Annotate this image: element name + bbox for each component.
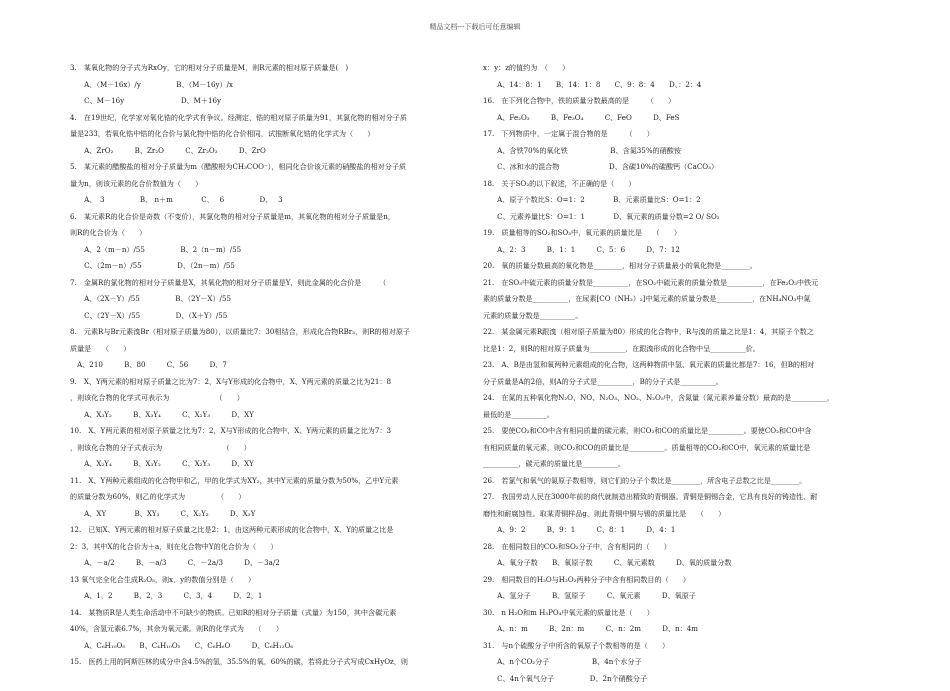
question-text-line: 16. 在下列化合物中，铁的质量分数最高的是 （ ） [483,97,881,114]
question-text-line: 最低的是__________。 [483,411,881,428]
question-text-line: 质量是 （ ） [70,345,468,362]
question-text-line: A、X₂Y₄ B、X₃Y₂ C、X₂Y₃ D、XY [70,460,468,477]
question-text-line: 14. 某物质R是人类生命活动中不可缺少的物质。已知R的相对分子质量（式量）为150，其中含碳元素 [70,609,468,626]
question-text-line: 19. 质量相等的SO₂和SO₃中，氧元素的质量比是 （ ） [483,229,881,246]
question-text-line: 23. A、B是由氢和氧两种元素组成的化合物，这两种物质中氢、氧元素的质量比都是7：16，但B的相对 [483,361,881,378]
question-text-line: A、2（m－n）/55 B、2（n－m）/55 [70,246,468,263]
left-column [70,64,468,675]
question-text-line: 11. X、Y两种元素组成的化合物甲和乙，甲的化学式为XY₂，其中Y元素的质量分数为50%，乙中Y元素 [70,477,468,494]
question-text-line: 26. 若氯气和氧气的氮原子数相等，则它们的分子个数比是________，所含电子总数之比是________。 [483,477,881,494]
question-text-line: C、（2m－n）/55 D、（2n－m）/55 [70,262,468,279]
question-text-line: ，则该化合物的分子式表示为 （ ） [70,444,468,461]
question-text-line: A、C₆H₁₀O₅ B、C₄H₁₀O₅ C、C₆H₆O D、C₆H₁₂O₆ [70,642,468,659]
question-text-line: 21. 在SO₃中硫元素的质量分数是__________，在SO₂中硫元素的质量分数是__________，在Fe₂O₃中铁元 [483,279,881,296]
question-text-line: C、（2Y－X）/55 D、（X＋Y）/55 [70,312,468,329]
question-text-line: A、1，2 B、2，3 C、3，4 D、2，1 [70,592,468,609]
question-text-line: 量为n，则该元素的化合价数值为（ ） [70,180,468,197]
question-text-line: A、－a/2 B、－a/3 C、－2a/3 D、－3a/2 [70,559,468,576]
question-text-line: 40%，含氢元素6.7%，其余为氧元素。则R的化学式为 （ ） [70,625,468,642]
question-text-line: 6. 某元素R的化合价是奇数（不变价），其氯化物的相对分子质量是m，其氧化物的相对分子质量是n， [70,213,468,230]
question-text-line: 磨性和耐腐蚀性。取某青铜样品g，则此青铜中铜与锡的质量比是 （ ） [483,510,881,527]
question-text-line: A、n个CO₂分子 B、4n个水分子 [483,658,881,675]
question-text-line: A、X₃Y₂ B、X₃Y₄ C、X₂Y₃ D、XY [70,411,468,428]
question-text-line: 量是233，若氧化锆中锆的化合价与氯化物中锆的化合价相同，试推断氧化锆的化学式为（ ） [70,130,468,147]
question-text-line: 27. 我国劳动人民在3000年前的商代就制造出精致的青铜器。青铜是铜锡合金，它具有良好的铸造性、耐 [483,493,881,510]
question-text-line: 22. 某金属元素R跟溴（相对原子质量为80）形成的化合物中，R与溴的质量之比是1：4，其原子个数之 [483,328,881,345]
question-text-line: A、 3 B、 n＋m C、 6 D、 3 [70,196,468,213]
question-text-line: 12. 已知X、Y两元素的相对原子质量之比是2：1，由这两种元素形成的化合物中，X、Y的质量之比是 [70,526,468,543]
question-text-line: A、原子个数比S：O=1：2 B、元素质量比S：O=1：2 [483,196,881,213]
question-text-line: 8. 元素R与Br元素溴Br（相对原子质量为80），以质量比7：30相结合，形成化合物RBr₃，则R的相对原子 [70,328,468,345]
question-text-line: 9. X、Y两元素的相对原子质量之比为7：2，X与Y形成的化合物中，X、Y两元素的质量之比为21：8 [70,378,468,395]
question-text-line: 15. 医药上用的阿斯匹林的成分中含4.5%的氢，35.5%的氧，60%的碳，若将此分子式写成CxHyOz，则 [70,658,468,675]
question-text-line: A、ZrO₂ B、Zr₂O C、Zr₂O₃ D、ZrO [70,147,468,164]
question-text-line: 比是1：2，则R的相对原子质量为__________，在跟溴形成的化合物中呈__________价。 [483,345,881,362]
question-text-line: 29. 相同数目的H₂O与H₂O₂两种分子中含有相同数目的（ ） [483,576,881,593]
question-text-line: 4. 在19世纪，化学家对氧化锆的化学式有争议。经测定，锆的相对原子质量为91，其氯化物的相对分子质 [70,114,468,131]
question-text-line: 7. 金属R的氯化物的相对分子质量是X，其氧化物的相对分子质量是Y，则此金属的化合价是 （ [70,279,468,296]
question-text-line: 元素的质量分数是__________。 [483,312,881,329]
question-text-line: 31. 与n个硫酸分子中所含的氧原子个数相等的是（ ） [483,642,881,659]
question-text-line: 有相同质量的氧元素，则CO₂和CO的质量比是__________。质量相等的CO₂和CO中，氧元素的质量比是 [483,444,881,461]
question-text-line: A、14：8：1 B、14：1：8 C、9：8：4 D、：2：4 [483,81,881,98]
question-text-line: A、（M－16x）/y B、（M－16y）/x [70,81,468,98]
question-text-line: C、M－16y D、M＋16y [70,97,468,114]
question-text-line: 17. 下列物质中，一定属于混合物的是 （ ） [483,130,881,147]
question-text-line: A、Fe₂O₃ B、Fe₃O₄ C、FeO D、FeS [483,114,881,131]
question-text-line: C、4n个氧气分子 D、2n个硝酸分子 [483,675,881,691]
question-text-line: A、2：3 B、1：1 C、5：6 D、7：12 [483,246,881,263]
question-text-line: ，则该化合物的化学式可表示为 （ ） [70,394,468,411]
question-text-line: 24. 在氮的五种氧化物N₂O、NO、N₂O₃、NO₂、N₂O₅中，含氮量（氮元素养量分数）最高的是__________， [483,394,881,411]
question-text-line: A、n：m B、2n：m C、n：2m D、n：4m [483,625,881,642]
question-text-line: 的质量分数为60%，则乙的化学式为 （ ） [70,493,468,510]
question-text-line: 素的质量分数是__________，在尿素[CO（NH₂）₂]中氮元素的质量分数是__________，在NH₄NO₃中氮 [483,295,881,312]
question-text-line: A、9：2 B、9：1 C、8：1 D、4：1 [483,526,881,543]
question-text-line: 25. 要使CO₂和CO中含有相同质量的碳元素，则CO₂和CO的质量比是__________。要使CO₂和CO中含 [483,427,881,444]
question-text-line: __________，碳元素的质量比是__________。 [483,460,881,477]
question-text-line: 5. 某元素的醋酸盐的相对分子质量为m（醋酸根为CH₃COO⁻），相同化合价该元素的硝酸盐的相对分子质 [70,163,468,180]
question-text-line: 2：3，其中X的化合价为＋a，则在化合物中Y的化合价为（ ） [70,543,468,560]
question-text-line: 18. 关于SO₂的以下叙述，不正确的是（ ） [483,180,881,197]
question-text-line: C、冰和水的混合物 D、含碳10%的碳酸钙（CaCO₃） [483,163,881,180]
question-text-line: 20. 氧的质量分数最高的氧化物是________，相对分子质量最小的氧化物是________。 [483,262,881,279]
question-text-line: 13 氧气完全化合生成R₂O₅，则x、y的数值分别是（ ） [70,576,468,593]
question-text-line: A、210 B、80 C、56 D、7 [70,361,468,378]
question-text-line: C、元素养量比S：O=1：1 D、氧元素的质量分数=2 O/ SO₂ [483,213,881,230]
question-text-line: A、氧分子数 B、氧原子数 C、氧元素数 D、氧的质量分数 [483,559,881,576]
question-text-line: 分子质量是A的2倍，则A的分子式是__________，B的分子式是__________。 [483,378,881,395]
question-text-line: 30. n H₂O和m H₃PO₄中氧元素的质量比是（ ） [483,609,881,626]
right-column [483,64,881,691]
question-text-line: A、（2X－Y）/55 B、（2Y－X）/55 [70,295,468,312]
question-text-line: A、含铁70%的氧化铁 B、含氮35%的硝酸铵 [483,147,881,164]
question-text-line: x：y：z的值约为 （ ） [483,64,881,81]
question-text-line: 10. X、Y两元素的相对原子质量之比为7：2，X与Y形成的化合物中，X、Y两元素的质量之比为7：3 [70,427,468,444]
page-header: 精品文档---下载后可任意编辑 [0,22,950,32]
question-text-line: 28. 在相同数目的CO₂和SO₂分子中，含有相同的（ ） [483,543,881,560]
question-text-line: A、XY B、XY₃ C、X₂Y₃ D、X₃Y [70,510,468,527]
question-text-line: A、氢分子 B、氢原子 C、氧元素 D、氧原子 [483,592,881,609]
question-text-line: 3. 某氧化物的分子式为RxOy，它的相对分子质量是M，则R元素的相对原子质量是( ) [70,64,468,81]
question-text-line: 则R的化合价为（ ） [70,229,468,246]
